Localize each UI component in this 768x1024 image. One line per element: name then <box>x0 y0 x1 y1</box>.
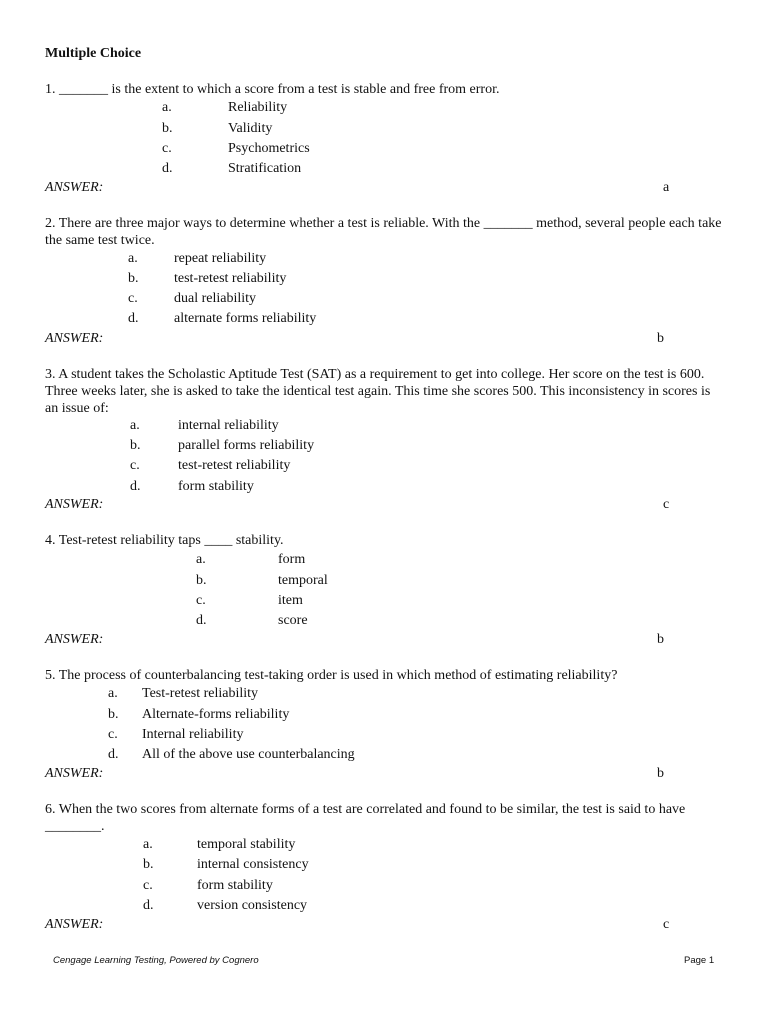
answer-label: ANSWER: <box>45 331 104 346</box>
option-text: test-retest reliability <box>178 458 291 473</box>
option-letter: d. <box>108 747 119 762</box>
option-text: internal consistency <box>197 857 309 872</box>
option-letter: a. <box>108 686 118 701</box>
option-letter: a. <box>143 837 153 852</box>
option-text: form stability <box>178 479 254 494</box>
option-text: Alternate-forms reliability <box>142 707 290 722</box>
option-letter: d. <box>128 311 139 326</box>
page-number: Page 1 <box>684 955 715 966</box>
option-letter: d. <box>130 479 141 494</box>
option-letter: b. <box>162 121 173 136</box>
option-text: test-retest reliability <box>174 271 287 286</box>
footer-publisher: Cengage Learning Testing, Powered by Cognero <box>53 955 259 966</box>
option-letter: b. <box>108 707 119 722</box>
option-text: repeat reliability <box>174 251 267 266</box>
question-2-answer: b <box>657 331 664 346</box>
answer-label: ANSWER: <box>45 766 104 781</box>
question-4-text: 4. Test-retest reliability taps ____ stability. <box>45 533 284 548</box>
option-letter: d. <box>143 898 154 913</box>
question-4-answer: b <box>657 632 664 647</box>
question-3-text: 3. A student takes the Scholastic Aptitude Test (SAT) as a requirement to get into college. Her score on the test is 600. Three weeks later, she is asked to take the identical test again. This time she scores 500. This inconsistency in scores is an issue of: <box>45 367 711 416</box>
option-letter: c. <box>162 141 172 156</box>
option-letter: d. <box>196 613 207 628</box>
option-letter: a. <box>128 251 138 266</box>
option-text: score <box>278 613 308 628</box>
question-1-answer: a <box>663 180 670 195</box>
option-text: version consistency <box>197 898 308 913</box>
question-3-answer: c <box>663 497 670 512</box>
question-6-answer: c <box>663 917 670 932</box>
option-letter: b. <box>128 271 139 286</box>
option-letter: a. <box>130 418 140 433</box>
question-2-text: 2. There are three major ways to determine whether a test is reliable. With the _______ method, several people each take the same test twice. <box>45 216 722 248</box>
option-text: Stratification <box>228 161 302 176</box>
option-text: temporal <box>278 573 328 588</box>
answer-label: ANSWER: <box>45 497 104 512</box>
option-letter: a. <box>162 100 172 115</box>
option-letter: c. <box>196 593 206 608</box>
option-letter: b. <box>196 573 207 588</box>
answer-label: ANSWER: <box>45 917 104 932</box>
question-1-text: 1. _______ is the extent to which a score from a test is stable and free from error. <box>45 82 500 97</box>
option-letter: c. <box>108 727 118 742</box>
option-text: item <box>278 593 303 608</box>
option-letter: b. <box>143 857 154 872</box>
option-letter: b. <box>130 438 141 453</box>
option-letter: c. <box>130 458 140 473</box>
option-text: parallel forms reliability <box>178 438 315 453</box>
option-letter: c. <box>128 291 138 306</box>
section-title: Multiple Choice <box>45 46 142 61</box>
option-text: Test-retest reliability <box>142 686 259 701</box>
option-letter: c. <box>143 878 153 893</box>
option-text: alternate forms reliability <box>174 311 317 326</box>
answer-label: ANSWER: <box>45 180 104 195</box>
option-text: form stability <box>197 878 273 893</box>
option-text: form <box>278 552 306 567</box>
answer-label: ANSWER: <box>45 632 104 647</box>
option-text: Internal reliability <box>142 727 244 742</box>
option-text: Validity <box>228 121 273 136</box>
option-letter: a. <box>196 552 206 567</box>
option-text: All of the above use counterbalancing <box>142 747 355 762</box>
option-text: internal reliability <box>178 418 279 433</box>
option-text: temporal stability <box>197 837 296 852</box>
option-text: Psychometrics <box>228 141 310 156</box>
question-6-text: 6. When the two scores from alternate forms of a test are correlated and found to be similar, the test is said to have ________. <box>45 802 686 834</box>
option-letter: d. <box>162 161 173 176</box>
option-text: Reliability <box>228 100 288 115</box>
question-5-text: 5. The process of counterbalancing test-taking order is used in which method of estimating reliability? <box>45 668 618 683</box>
option-text: dual reliability <box>174 291 257 306</box>
question-5-answer: b <box>657 766 664 781</box>
